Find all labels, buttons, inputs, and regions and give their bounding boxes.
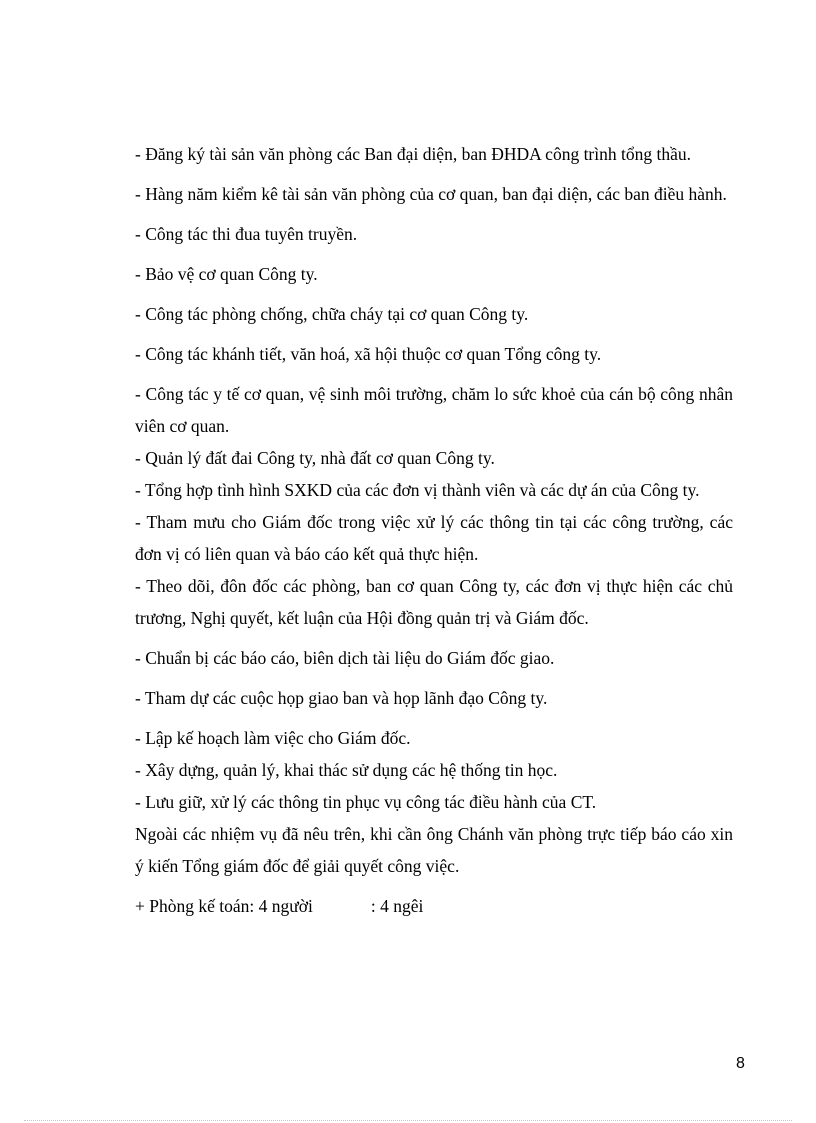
document-body <box>135 138 733 922</box>
paragraph: - Công tác khánh tiết, văn hoá, xã hội thuộc cơ quan Tổng công ty. <box>135 344 602 364</box>
paragraph: Ngoài các nhiệm vụ đã nêu trên, khi cần ông Chánh văn phòng trực tiếp báo cáo xin ý kiến Tổng giám đốc để giải quyết công việc. <box>135 824 733 876</box>
paragraph: - Quản lý đất đai Công ty, nhà đất cơ quan Công ty. <box>135 448 495 468</box>
paragraph: - Tổng hợp tình hình SXKD của các đơn vị thành viên và các dự án của Công ty. <box>135 480 700 500</box>
paragraph: - Chuẩn bị các báo cáo, biên dịch tài liệu do Giám đốc giao. <box>135 648 555 668</box>
paragraph: - Bảo vệ cơ quan Công ty. <box>135 264 318 284</box>
department-line <box>135 890 733 922</box>
paragraph: - Tham dự các cuộc họp giao ban và họp lãnh đạo Công ty. <box>135 688 548 708</box>
page-bottom-divider <box>24 1120 792 1121</box>
paragraph: - Theo dõi, đôn đốc các phòng, ban cơ quan Công ty, các đơn vị thực hiện các chủ trương, Nghị quyết, kết luận của Hội đồng quản trị và Giám đốc. <box>135 576 733 628</box>
page-number: 8 <box>736 1055 745 1072</box>
paragraph: - Công tác thi đua tuyên truyền. <box>135 224 358 244</box>
paragraph: - Hàng năm kiểm kê tài sản văn phòng của cơ quan, ban đại diện, các ban điều hành. <box>135 184 727 204</box>
paragraph: - Đăng ký tài sản văn phòng các Ban đại diện, ban ĐHDA công trình tổng thầu. <box>135 144 691 164</box>
department-name: + Phòng kế toán: 4 người <box>135 896 313 916</box>
paragraph: - Lập kế hoạch làm việc cho Giám đốc. <box>135 728 411 748</box>
paragraph: - Xây dựng, quản lý, khai thác sử dụng các hệ thống tin học. <box>135 760 558 780</box>
paragraph: - Công tác phòng chống, chữa cháy tại cơ quan Công ty. <box>135 304 529 324</box>
department-count: : 4 ngêi <box>370 896 424 916</box>
paragraph: - Công tác y tế cơ quan, vệ sinh môi trường, chăm lo sức khoẻ của cán bộ công nhân viên cơ quan. <box>135 384 733 436</box>
paragraph: - Tham mưu cho Giám đốc trong việc xử lý các thông tin tại các công trường, các đơn vị có liên quan và báo cáo kết quả thực hiện. <box>135 512 733 564</box>
paragraph: - Lưu giữ, xử lý các thông tin phục vụ công tác điều hành của CT. <box>135 792 597 812</box>
